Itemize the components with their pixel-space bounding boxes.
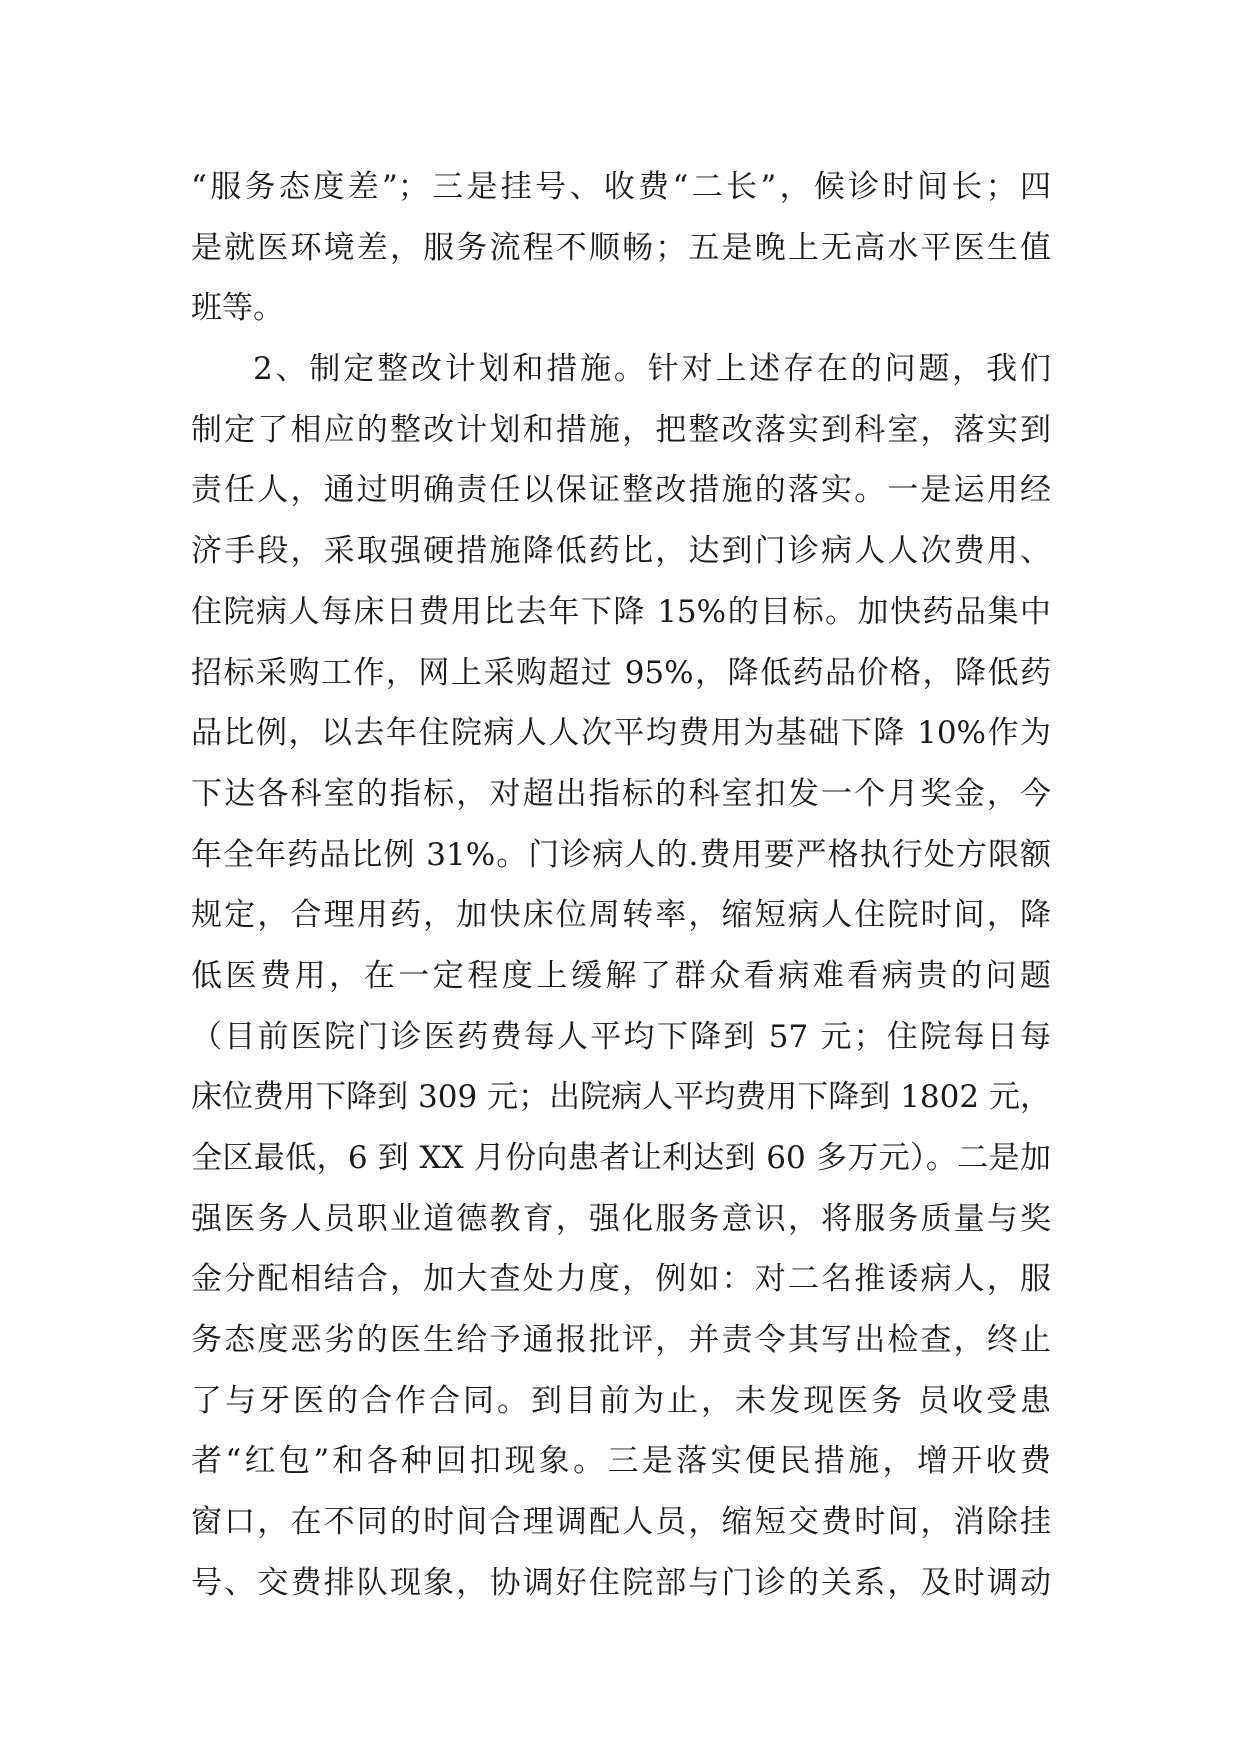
paragraph-line: 规定，合理用药，加快床位周转率，缩短病人住院时间，降 — [191, 897, 1051, 934]
paragraph-line: 务态度恶劣的医生给予通报批评，并责令其写出检查，终止 — [191, 1322, 1051, 1359]
paragraph-line: 住院病人每床日费用比去年下降 15%的目标。加快药品集中 — [191, 593, 1051, 630]
paragraph-line: 窗口，在不同的时间合理调配人员，缩短交费时间，消除挂 — [191, 1504, 1051, 1541]
paragraph-line: 品比例，以去年住院病人人次平均费用为基础下降 10%作为 — [191, 715, 1051, 752]
paragraph-line: 全区最低，6 到 XX 月份向患者让利达到 60 多万元）。二是加 — [191, 1140, 1051, 1176]
paragraph-line: 济手段，采取强硬措施降低药比，达到门诊病人人次费用、 — [191, 533, 1051, 570]
paragraph-line: 强医务人员职业道德教育，强化服务意识，将服务质量与奖 — [191, 1200, 1051, 1237]
paragraph-line: 号、交费排队现象，协调好住院部与门诊的关系，及时调动 — [191, 1564, 1051, 1601]
paragraph-line: 年全年药品比例 31%。门诊病人的.费用要严格执行处方限额 — [191, 836, 1051, 873]
paragraph-line: 低医费用，在一定程度上缓解了群众看病难看病贵的问题 — [191, 957, 1051, 994]
paragraph-line: 2、制定整改计划和措施。针对上述存在的问题，我们 — [253, 351, 1051, 388]
paragraph-line: 床位费用下降到 309 元；出院病人平均费用下降到 1802 元， — [191, 1079, 1051, 1116]
paragraph-line: 是就医环境差，服务流程不顺畅；五是晚上无高水平医生值 — [191, 229, 1051, 266]
paragraph-line: （目前医院门诊医药费每人平均下降到 57 元；住院每日每 — [191, 1018, 1051, 1055]
paragraph-continuation — [191, 157, 1051, 339]
paragraph-line: 者“红包”和各种回扣现象。三是落实便民措施，增开收费 — [191, 1443, 1051, 1480]
document-body — [191, 157, 1051, 1614]
paragraph-line: “服务态度差”；三是挂号、收费“二长”，候诊时间长；四 — [191, 169, 1051, 205]
paragraph-line: 金分配相结合，加大查处力度，例如：对二名推诿病人，服 — [191, 1261, 1051, 1298]
paragraph-line: 了与牙医的合作合同。到目前为止，未发现医务 员收受患 — [191, 1382, 1051, 1419]
paragraph-line: 班等。 — [191, 290, 284, 327]
paragraph-line: 下达各科室的指标，对超出指标的科室扣发一个月奖金，今 — [191, 775, 1051, 812]
paragraph-line: 制定了相应的整改计划和措施，把整改落实到科室，落实到 — [191, 411, 1051, 448]
paragraph-line: 招标采购工作，网上采购超过 95%，降低药品价格，降低药 — [191, 654, 1051, 691]
paragraph-rectification-plan — [191, 339, 1051, 1613]
paragraph-line: 责任人，通过明确责任以保证整改措施的落实。一是运用经 — [191, 472, 1051, 509]
